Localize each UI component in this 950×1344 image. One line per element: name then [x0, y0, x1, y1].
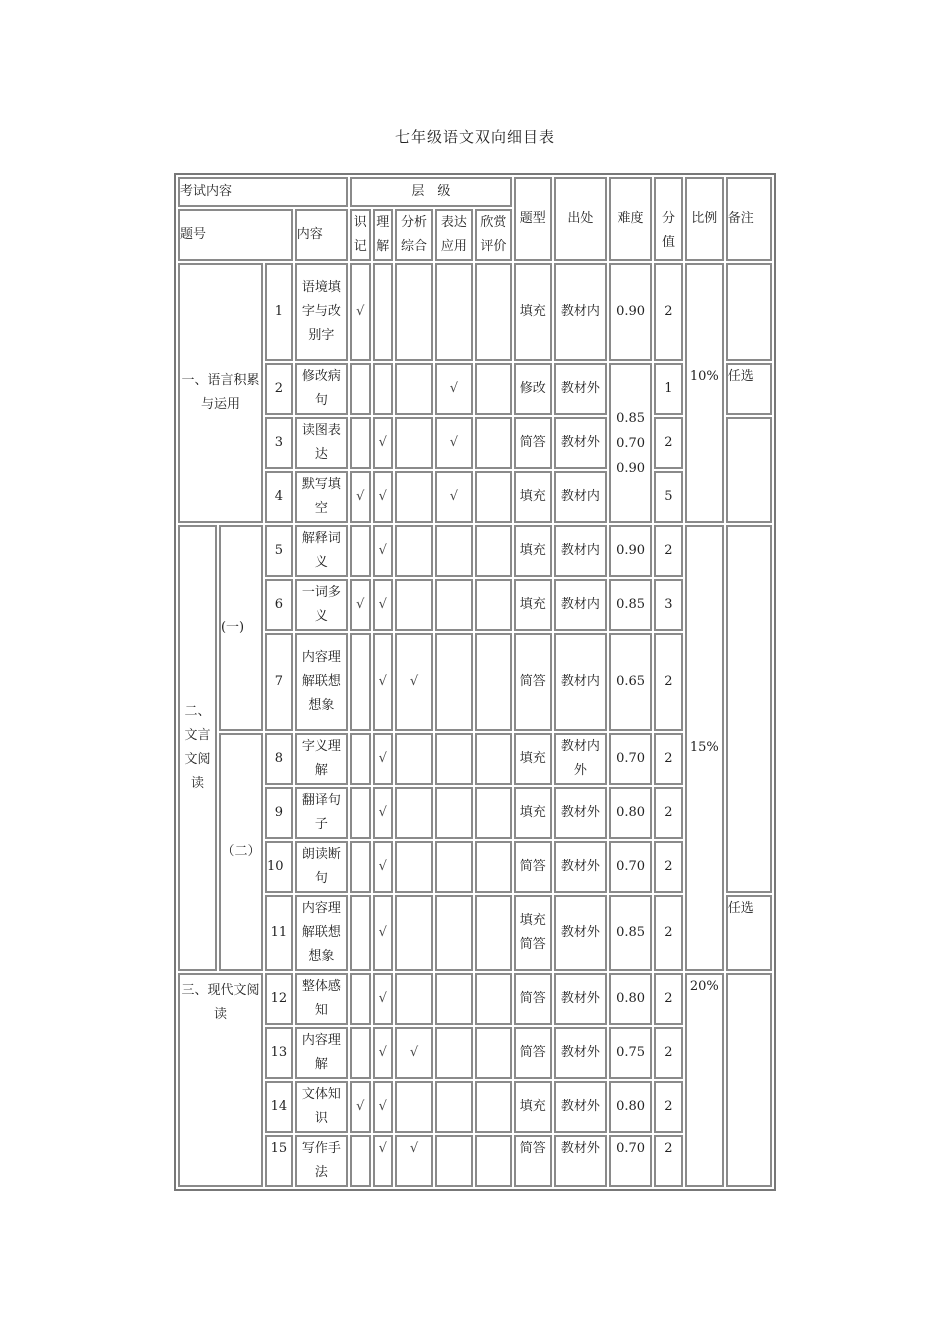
row-10-source: 教材外 [554, 841, 607, 893]
row-15-no: 15 [265, 1135, 293, 1187]
row-1-appreciate [475, 263, 512, 361]
header-question-no: 题号 [178, 209, 293, 261]
row-8-content: 字义理解 [295, 733, 348, 785]
header-difficulty: 难度 [609, 177, 652, 261]
row-15-score: 2 [654, 1135, 683, 1187]
row-11-content: 内容理解联想想象 [295, 895, 348, 971]
row-10-no: 10 [265, 841, 293, 893]
row-15-understand-check: √ [373, 1135, 394, 1187]
row-13-analysis-check: √ [395, 1027, 433, 1079]
row-14-appreciate [475, 1081, 512, 1133]
row-3-no: 3 [265, 417, 293, 469]
row-9-express [435, 787, 473, 839]
row-14-score: 2 [654, 1081, 683, 1133]
row-9-no: 9 [265, 787, 293, 839]
row-7-qtype: 简答 [514, 633, 552, 731]
row-13-understand-check: √ [373, 1027, 394, 1079]
section-3-note [726, 973, 772, 1187]
row-7-recall [350, 633, 371, 731]
row-1-qtype: 填充 [514, 263, 552, 361]
header-exam-content: 考试内容 [178, 177, 348, 207]
spec-table [174, 173, 776, 1191]
row-7-understand-check: √ [373, 633, 394, 731]
header-recall: 识记 [350, 209, 371, 261]
row-5-no: 5 [265, 525, 293, 577]
row-15-qtype: 简答 [514, 1135, 552, 1187]
row-5-express [435, 525, 473, 577]
row-10-express [435, 841, 473, 893]
row-5-difficulty: 0.90 [609, 525, 652, 577]
row-3-recall [350, 417, 371, 469]
section-3-ratio: 20% [685, 973, 724, 1187]
header-content: 内容 [295, 209, 348, 261]
row-5-analysis [395, 525, 433, 577]
row-1-content: 语境填字与改别字 [295, 263, 348, 361]
row-14-recall-check: √ [350, 1081, 371, 1133]
row-1-note [726, 263, 772, 361]
row-2-appreciate [475, 363, 512, 415]
row-5-appreciate [475, 525, 512, 577]
row-4-analysis [395, 471, 433, 523]
row-10-content: 朗读断句 [295, 841, 348, 893]
row-6-no: 6 [265, 579, 293, 631]
row-13-recall [350, 1027, 371, 1079]
header-note: 备注 [726, 177, 772, 261]
row-11-express [435, 895, 473, 971]
row-6-appreciate [475, 579, 512, 631]
row-2-express-check: √ [435, 363, 473, 415]
section-1-ratio: 10% [685, 263, 724, 523]
row-10-difficulty: 0.70 [609, 841, 652, 893]
row-14-no: 14 [265, 1081, 293, 1133]
row-4-score: 5 [654, 471, 683, 523]
row-13-express [435, 1027, 473, 1079]
row-2-analysis [395, 363, 433, 415]
header-level: 层 级 [350, 177, 512, 207]
row-8-score: 2 [654, 733, 683, 785]
row-12-understand-check: √ [373, 973, 394, 1025]
row-6-content: 一词多义 [295, 579, 348, 631]
row-6-express [435, 579, 473, 631]
row-2-qtype: 修改 [514, 363, 552, 415]
row-4-content: 默写填空 [295, 471, 348, 523]
row-9-recall [350, 787, 371, 839]
row-5-content: 解释词义 [295, 525, 348, 577]
row-8-qtype: 填充 [514, 733, 552, 785]
section-2b-label: （二） [219, 733, 263, 971]
row-13-no: 13 [265, 1027, 293, 1079]
row-7-content: 内容理解联想想象 [295, 633, 348, 731]
row-8-no: 8 [265, 733, 293, 785]
row-4-source: 教材内 [554, 471, 607, 523]
row-9-content: 翻译句子 [295, 787, 348, 839]
row-2-note: 任选 [726, 363, 772, 415]
row-3-content: 读图表达 [295, 417, 348, 469]
row-1-analysis [395, 263, 433, 361]
row-11-recall [350, 895, 371, 971]
row-13-score: 2 [654, 1027, 683, 1079]
row-6-understand-check: √ [373, 579, 394, 631]
row-8-express [435, 733, 473, 785]
row-12-score: 2 [654, 973, 683, 1025]
header-source: 出处 [554, 177, 607, 261]
row-13-appreciate [475, 1027, 512, 1079]
row-9-analysis [395, 787, 433, 839]
row-3-understand-check: √ [373, 417, 394, 469]
section-2a-label: (一) [219, 525, 263, 731]
row-6-recall-check: √ [350, 579, 371, 631]
row-9-appreciate [475, 787, 512, 839]
row-4-no: 4 [265, 471, 293, 523]
row-3-appreciate [475, 417, 512, 469]
header-express: 表达应用 [435, 209, 473, 261]
row-7-no: 7 [265, 633, 293, 731]
row-11-difficulty: 0.85 [609, 895, 652, 971]
row-1-difficulty: 0.90 [609, 263, 652, 361]
row-2-no: 2 [265, 363, 293, 415]
row-4-express-check: √ [435, 471, 473, 523]
row-5-understand-check: √ [373, 525, 394, 577]
section-1-label: 一、语言积累与运用 [178, 263, 263, 523]
row-12-qtype: 简答 [514, 973, 552, 1025]
row-14-content: 文体知识 [295, 1081, 348, 1133]
row-1-express [435, 263, 473, 361]
row-14-understand-check: √ [373, 1081, 394, 1133]
row-13-source: 教材外 [554, 1027, 607, 1079]
row-13-qtype: 简答 [514, 1027, 552, 1079]
row-3-qtype: 简答 [514, 417, 552, 469]
row-1-source: 教材内 [554, 263, 607, 361]
row-11-understand-check: √ [373, 895, 394, 971]
row-6-source: 教材内 [554, 579, 607, 631]
row-11-analysis [395, 895, 433, 971]
row-9-difficulty: 0.80 [609, 787, 652, 839]
section-2-ratio: 15% [685, 525, 724, 971]
page-title: 七年级语文双向细目表 [394, 128, 555, 146]
row-3-source: 教材外 [554, 417, 607, 469]
row-12-content: 整体感知 [295, 973, 348, 1025]
row-7-score: 2 [654, 633, 683, 731]
row-5-score: 2 [654, 525, 683, 577]
row-2-understand [373, 363, 394, 415]
row-8-understand-check: √ [373, 733, 394, 785]
header-qtype: 题型 [514, 177, 552, 261]
row-12-source: 教材外 [554, 973, 607, 1025]
row-11-no: 11 [265, 895, 293, 971]
row-7-source: 教材内 [554, 633, 607, 731]
row-3-score: 2 [654, 417, 683, 469]
row-12-no: 12 [265, 973, 293, 1025]
row-2-source: 教材外 [554, 363, 607, 415]
row-4-appreciate [475, 471, 512, 523]
row-14-source: 教材外 [554, 1081, 607, 1133]
row-15-express [435, 1135, 473, 1187]
row-6-qtype: 填充 [514, 579, 552, 631]
section-2-label: 二、文言文阅读 [178, 525, 217, 971]
merged-difficulty: 0.85 0.70 0.90 [609, 363, 652, 523]
row-11-source: 教材外 [554, 895, 607, 971]
row-1-score: 2 [654, 263, 683, 361]
row-7-difficulty: 0.65 [609, 633, 652, 731]
row-2-score: 1 [654, 363, 683, 415]
row-8-analysis [395, 733, 433, 785]
row-13-difficulty: 0.75 [609, 1027, 652, 1079]
row-10-recall [350, 841, 371, 893]
row-12-appreciate [475, 973, 512, 1025]
row-9-source: 教材外 [554, 787, 607, 839]
row-10-understand-check: √ [373, 841, 394, 893]
row-8-difficulty: 0.70 [609, 733, 652, 785]
row-9-qtype: 填充 [514, 787, 552, 839]
row-5-qtype: 填充 [514, 525, 552, 577]
row-3-note [726, 417, 772, 523]
row-11-appreciate [475, 895, 512, 971]
row-15-content: 写作手法 [295, 1135, 348, 1187]
row-12-express [435, 973, 473, 1025]
row-10-qtype: 简答 [514, 841, 552, 893]
row-14-qtype: 填充 [514, 1081, 552, 1133]
row-5-recall [350, 525, 371, 577]
row-15-difficulty: 0.70 [609, 1135, 652, 1187]
row-10-analysis [395, 841, 433, 893]
row-9-score: 2 [654, 787, 683, 839]
header-ratio: 比例 [685, 177, 724, 261]
row-1-recall-check: √ [350, 263, 371, 361]
row-11-score: 2 [654, 895, 683, 971]
header-understand: 理解 [373, 209, 394, 261]
row-8-source: 教材内外 [554, 733, 607, 785]
row-10-score: 2 [654, 841, 683, 893]
row-6-analysis [395, 579, 433, 631]
header-score: 分值 [654, 177, 683, 261]
row-9-understand-check: √ [373, 787, 394, 839]
row-6-score: 3 [654, 579, 683, 631]
row-6-difficulty: 0.85 [609, 579, 652, 631]
row-2-recall [350, 363, 371, 415]
row-4-understand-check: √ [373, 471, 394, 523]
row-14-analysis [395, 1081, 433, 1133]
row-11-qtype: 填充简答 [514, 895, 552, 971]
row-14-difficulty: 0.80 [609, 1081, 652, 1133]
header-analysis: 分析综合 [395, 209, 433, 261]
row-7-express [435, 633, 473, 731]
row-12-analysis [395, 973, 433, 1025]
row-1-no: 1 [265, 263, 293, 361]
row-8-appreciate [475, 733, 512, 785]
row-5-source: 教材内 [554, 525, 607, 577]
row-4-recall-check: √ [350, 471, 371, 523]
row-13-content: 内容理解 [295, 1027, 348, 1079]
row-8-recall [350, 733, 371, 785]
row-3-express-check: √ [435, 417, 473, 469]
row-3-analysis [395, 417, 433, 469]
row-1-understand [373, 263, 394, 361]
row-12-recall [350, 973, 371, 1025]
row-14-express [435, 1081, 473, 1133]
row-4-qtype: 填充 [514, 471, 552, 523]
row-12-difficulty: 0.80 [609, 973, 652, 1025]
row-7-appreciate [475, 633, 512, 731]
section-2-note [726, 525, 772, 893]
section-3-label: 三、现代文阅读 [178, 973, 263, 1187]
row-7-analysis-check: √ [395, 633, 433, 731]
row-15-analysis-check: √ [395, 1135, 433, 1187]
row-15-recall [350, 1135, 371, 1187]
row-10-appreciate [475, 841, 512, 893]
row-15-source: 教材外 [554, 1135, 607, 1187]
header-appreciate: 欣赏评价 [475, 209, 512, 261]
row-15-appreciate [475, 1135, 512, 1187]
row-2-content: 修改病句 [295, 363, 348, 415]
row-11-note: 任选 [726, 895, 772, 971]
